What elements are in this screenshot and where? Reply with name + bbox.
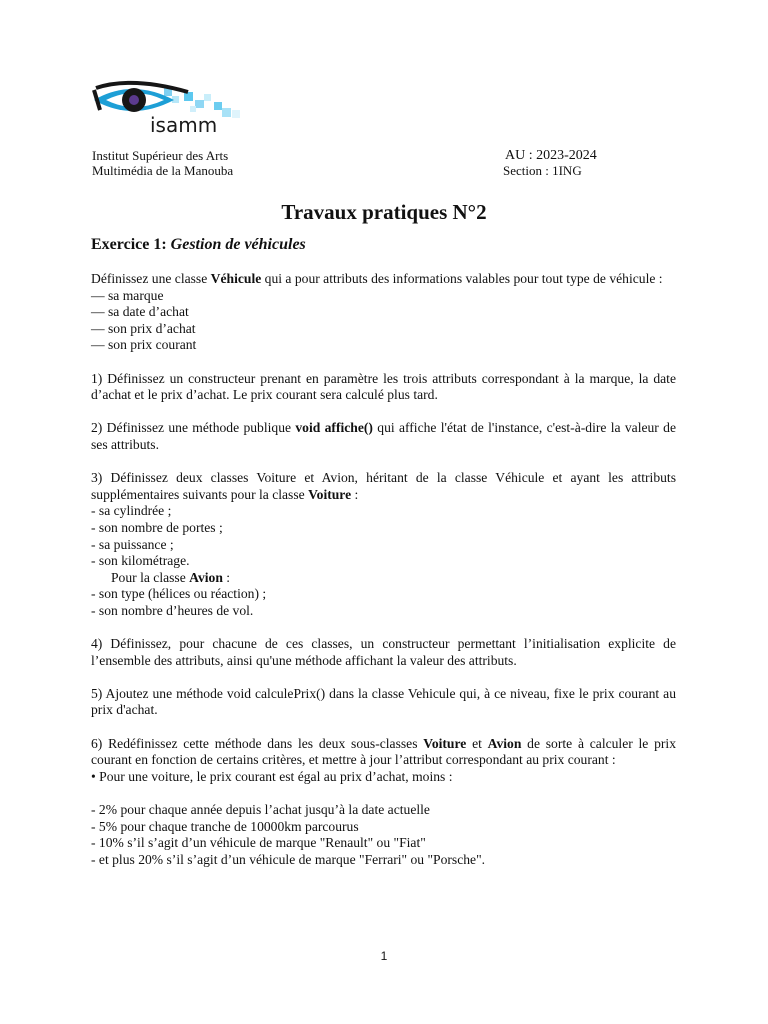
voiture-attribute: - sa cylindrée ; [91, 503, 172, 519]
attribute-item: — sa date d’achat [91, 304, 189, 320]
exercise-name: Gestion de véhicules [170, 236, 306, 253]
question-1: 1) Définissez un constructeur prenant en paramètre les trois attributs correspondant à la marque, la date d’achat et le prix d’achat. Le prix courant sera calculé plus tard. [91, 370, 676, 403]
q2-text-pre: 2) Définissez une méthode publique [91, 420, 296, 436]
page-number: 1 [380, 949, 388, 963]
q3-text-pre: 3) Définissez deux classes Voiture et Avion, héritant de la classe Véhicule et ayant les attributs supplémentaires suivants pour la classe [91, 470, 676, 502]
class-name-avion: Avion [189, 569, 223, 585]
q6-text-post: de sorte à calculer le prix courant en fonction de certains critères, et mettre à jour l’attribut correspondant au prix courant : [91, 735, 676, 768]
intro-text-pre: Définissez une classe [91, 271, 211, 286]
q6-text-mid: et [466, 735, 488, 751]
class-name-vehicule: Véhicule [210, 271, 262, 286]
page-title: Travaux pratiques N°2 [281, 200, 487, 224]
q6-text-pre: 6) Redéfinissez cette méthode dans les deux sous-classes [91, 735, 424, 751]
question-2 [91, 420, 676, 453]
q2-text-post: qui affiche l'état de l'instance, c'est-à-dire la valeur de ses attributs. [91, 420, 676, 452]
institute-line-1: Institut Supérieur des Arts [92, 148, 229, 163]
price-rule: - 10% s’il s’agit d’un véhicule de marque "Renault" ou "Fiat" [91, 835, 426, 851]
method-affiche: void affiche() [295, 420, 373, 436]
course-info [503, 148, 597, 178]
question-3 [91, 470, 676, 619]
class-name-voiture: Voiture [423, 735, 467, 751]
section-label: Section : 1ING [503, 163, 582, 178]
intro-text-post: qui a pour attributs des informations valables pour tout type de véhicule : [261, 271, 663, 286]
voiture-attribute: - son kilométrage. [91, 553, 190, 569]
institute-line-2: Multimédia de la Manouba [92, 163, 234, 178]
class-name-voiture: Voiture [308, 486, 352, 502]
intro-paragraph [91, 271, 676, 354]
institute-header [92, 148, 233, 178]
q3-text-post: : [351, 486, 359, 502]
question-4: 4) Définissez, pour chacune de ces classes, un constructeur permettant l’initialisation explicite de l’ensemble des attributs, ainsi qu'une méthode affichant la valeur des attributs. [91, 636, 676, 668]
exercise-label: Exercice 1: [91, 236, 167, 253]
class-name-avion: Avion [487, 735, 522, 751]
avion-attribute: - son type (hélices ou réaction) ; [91, 586, 267, 602]
academic-year: AU : 2023-2024 [505, 148, 597, 163]
voiture-attribute: - sa puissance ; [91, 536, 174, 552]
avion-intro-post: : [222, 569, 231, 585]
attribute-item: — son prix courant [91, 337, 197, 353]
price-rule: - 2% pour chaque année depuis l’achat jusqu’à la date actuelle [91, 802, 430, 817]
voiture-attribute: - son nombre de portes ; [91, 519, 223, 535]
avion-intro-pre: Pour la classe [111, 569, 190, 585]
logo-text: isamm [150, 113, 218, 136]
exercise-body [91, 236, 676, 868]
price-rule: - 5% pour chaque tranche de 10000km parcourus [91, 818, 359, 834]
isamm-logo [92, 80, 254, 136]
exercise-heading [91, 236, 676, 254]
question-6 [91, 736, 676, 786]
attribute-item: — son prix d’achat [91, 320, 196, 336]
price-rule: - et plus 20% s’il s’agit d’un véhicule de marque "Ferrari" ou "Porsche". [91, 851, 486, 867]
question-5: 5) Ajoutez une méthode void calculePrix() dans la classe Vehicule qui, à ce niveau, fixe le prix courant au prix d'achat. [91, 685, 676, 718]
price-rules [91, 802, 676, 868]
avion-attribute: - son nombre d’heures de vol. [91, 602, 254, 618]
attribute-item: — sa marque [91, 287, 164, 303]
voiture-price-bullet: • Pour une voiture, le prix courant est égal au prix d’achat, moins : [91, 768, 453, 784]
avion-intro [91, 570, 676, 587]
